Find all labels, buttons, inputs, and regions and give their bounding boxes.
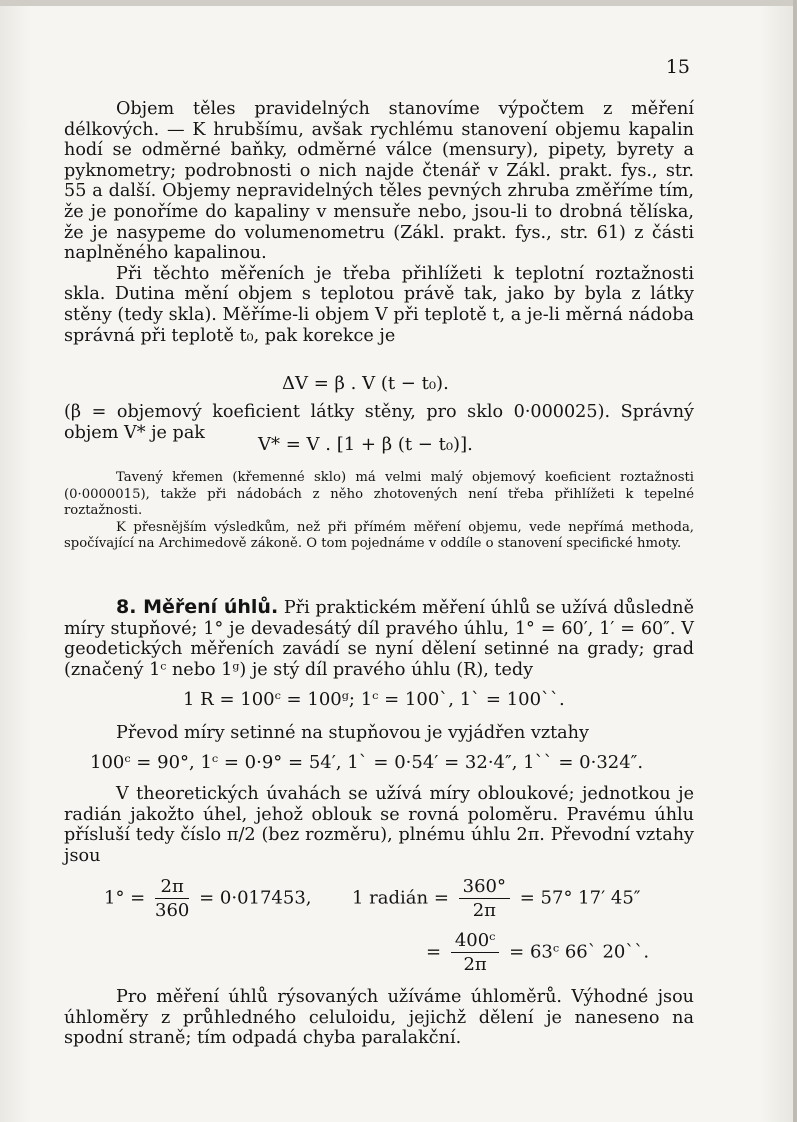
eq5-lhs: 1° =: [104, 887, 146, 909]
fraction-denominator: 360: [155, 900, 190, 921]
page-edge-top: [0, 0, 797, 6]
fraction-numerator: 400ᶜ: [451, 930, 500, 953]
fraction-numerator: 2π: [155, 876, 189, 899]
equation-volume-correction: ΔV = β . V (t − t₀).: [282, 373, 449, 394]
paragraph-5: Převod míry setinné na stupňovou je vyjádřen vztahy: [116, 723, 589, 743]
fraction-denominator: 2π: [463, 954, 487, 975]
equation-grad: 1 R = 100ᶜ = 100ᵍ; 1ᶜ = 100`, 1` = 100``.: [183, 689, 565, 710]
paragraph-5-block: [64, 723, 694, 744]
equation-radian-grad: [426, 930, 649, 975]
paragraph-2: Při těchto měřeních je třeba přihlížeti k teplotní roztažnosti skla. Dutina mění objem s teplotou právě tak, jako by byla z látky stěny (tedy skla). Měříme-li objem V při teplotě t, a je-li měrná nádoba správná při teplotě t₀, pak korekce je: [64, 263, 694, 346]
fraction-2pi-360: [155, 876, 189, 921]
note-archimedes: K přesnějším výsledkům, než při přímém měření objemu, vede nepřímá methoda, spočívající na Archimedově zákoně. O tom pojednáme v oddíle o stanovení specifické hmoty.: [64, 519, 694, 552]
fraction-numerator: 360°: [459, 876, 510, 899]
equation-conversion: 100ᶜ = 90°, 1ᶜ = 0·9° = 54′, 1` = 0·54′ = 32·4″, 1`` = 0·324″.: [90, 752, 644, 773]
paragraph-1: Objem těles pravidelných stanovíme výpočtem z měření délkových. — K hrubšímu, avšak rychlému stanovení objemu kapalin hodí se odměrné baňky, odměrné válce (mensury), pipety, byrety a pyknometry; podrobnosti o nich najde čtenář v Zákl. prakt. fys., str. 55 a další. Objemy nepravidelných těles pevných zhruba změříme tím, že je ponoříme do kapaliny v mensuře nebo, jsou-li to drobná tělíska, že je nasypeme do volumenometru (Zákl. prakt. fys., str. 61) z části naplněného kapalinou.: [64, 99, 694, 264]
paragraph-6: V theoretických úvahách se užívá míry obloukové; jednotkou je radián jakožto úhel, jehož oblouk se rovná poloměru. Pravému úhlu přísluší tedy číslo π/2 (bez rozměru), plnému úhlu 2π. Převodní vztahy jsou: [64, 784, 694, 866]
fraction-denominator: 2π: [472, 900, 496, 921]
note-quartz: Tavený křemen (křemenné sklo) má velmi malý objemový koeficient roztažnosti (0·0000015), takže při nádobách z něho zhotovených není třeba přihlížeti k tepelné roztažnosti.: [64, 470, 694, 519]
eq5-value1: = 0·017453,: [199, 887, 312, 909]
section-heading: 8. Měření úhlů.: [116, 596, 279, 618]
paragraph-3: (β = objemový koeficient látky stěny, pro sklo 0·000025). Správný objem V* je pak: [64, 402, 694, 443]
paragraph-volume-measurement: [64, 99, 694, 346]
fraction-360-2pi: [459, 876, 510, 921]
radian-value-degrees: = 57° 17′ 45″: [519, 887, 641, 909]
paragraph-6-block: [64, 784, 694, 866]
radian-lhs: 1 radián =: [352, 887, 449, 909]
equals-sign: =: [426, 941, 442, 963]
fraction-400-2pi: [451, 930, 500, 975]
section-angles: [64, 597, 694, 680]
page-number: 15: [665, 56, 690, 78]
equation-degree-radian: [104, 876, 312, 921]
equation-corrected-volume: V* = V . [1 + β (t − t₀)].: [258, 434, 473, 455]
paragraph-4: Při praktickém měření úhlů se užívá důsledně míry stupňové; 1° je devadesátý díl pravého úhlu, 1° = 60′, 1′ = 60″. V geodetických měřeních zavádí se nyní dělení setinné na grady; grad (značený 1ᶜ nebo 1ᵍ) je stý díl pravého úhlu (R), tedy: [64, 598, 694, 680]
paragraph-7-block: [64, 987, 694, 1049]
equation-radian: [352, 876, 641, 921]
footnotes: [64, 470, 694, 553]
paragraph-7: Pro měření úhlů rýsovaných užíváme úhloměrů. Výhodné jsou úhloměry z průhledného celuloidu, jejichž dělení je naneseno na spodní straně; tím odpadá chyba paralakční.: [64, 987, 694, 1049]
page-edge-right: [793, 0, 797, 1122]
radian-value-grads: = 63ᶜ 66` 20``.: [509, 941, 650, 963]
